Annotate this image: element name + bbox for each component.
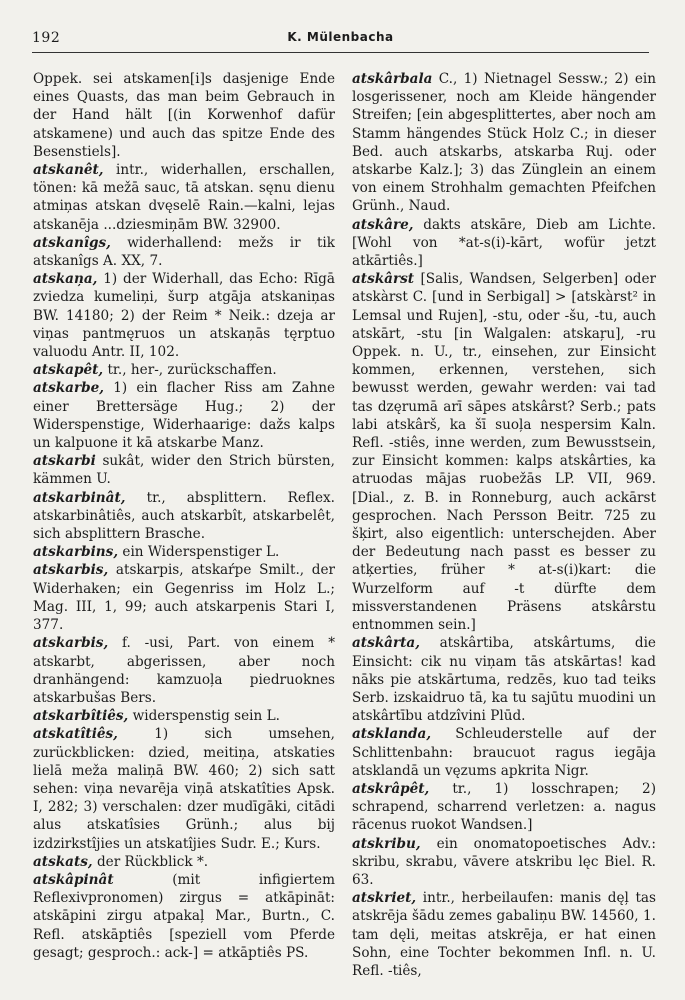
dictionary-entry bbox=[33, 161, 335, 234]
dictionary-entry bbox=[33, 489, 335, 544]
dictionary-entry bbox=[33, 270, 335, 361]
entry-text: tr., 1) losschrapen; 2) schrapend, scharrend verletzen: a. nagus rācenus ruokot Wandsen.] bbox=[352, 780, 656, 834]
dictionary-entry bbox=[33, 561, 335, 634]
running-head: K. Mülenbacha bbox=[287, 30, 394, 44]
entry-text: C., 1) Nietnagel Sessw.; 2) ein losgerissener, noch am Kleide hängender Streifen; [ein abgesplittertes, aber noch am Stamm hängendes Stück Holz C.; in dieser Bed. auch atskarbs, atskarba Ruj. oder atskarbe Kalz.]; 3) das Zünglein an einem von einem Strohhalm gemachten Pfeifchen Grünh., Naud. bbox=[352, 71, 656, 215]
page-number: 192 bbox=[32, 30, 61, 46]
entry-headword: atskarbîtiês, bbox=[33, 708, 129, 725]
entry-headword: atskrâpêt, bbox=[352, 780, 430, 797]
dictionary-entry bbox=[33, 853, 335, 871]
entry-text: [Salis, Wandsen, Selgerben] oder atskàrst C. [und in Serbigal] > [atskàrst² in Lemsal und Rujen], -stu, oder -šu, -tu, auch atskārt, -stu [in Walgalen: atskaŗu], -ru Oppek. n. U., tr., einsehen, zur Einsicht kommen, erkennen, verstehen, sich bewusst werden, gewahr werden: vai tad tas dzęrumā arī sāpes atskârst? Serb.; pats labi atskârš, ka šī suoļa nespersim Kaln. Refl. -stiês, inne werden, zum Bewusstsein, zur Einsicht kommen: kalps atskârties, ka atruodas mājas ruobežās LP. VII, 969. [Dial., z. B. in Ronneburg, auch ackārst gesprochen. Nach Persson Beitr. 725 zu šķirt, also eigentlich: unterschejden. Aber der Bedeutung nach passt es besser zu atķerties, früher * at-s(i)kart: die Wurzelform auf -t dürfte dem missverstandenen Präsens atskârstu entnommen sein.] bbox=[352, 271, 656, 634]
entry-text: intr., herbeilaufen: manis dęļ tas atskrēja šādu zemes gabaliņu BW. 14560, 1. tam dęli, meitas atskrēja, er hat einen Sohn, eine Tochter bekommen Infl. n. U. Refl. -tiês, bbox=[352, 890, 656, 979]
dictionary-entry bbox=[352, 216, 656, 271]
dictionary-entry bbox=[352, 270, 656, 634]
entry-headword: atskats, bbox=[33, 853, 93, 870]
entry-headword: atskarbis, bbox=[33, 635, 109, 652]
entry-text: dakts atskāre, Dieb am Lichte. [Wohl von *at-s(i)-kārt, wofür jetzt atkārtiês.] bbox=[352, 216, 656, 270]
entry-text: 1) der Widerhall, das Echo: Rīgā zviedza kumeliņi, šurp atgāja atskaniņas BW. 14180; 2) der Reim * Neik.: dzeja ar viņas pantmęruos un atskaņās tęrptuo valuodu Antr. II, 102. bbox=[33, 271, 335, 361]
dictionary-entry bbox=[33, 725, 335, 852]
dictionary-entry bbox=[33, 871, 335, 962]
entry-headword: atskarbe, bbox=[33, 380, 105, 397]
dictionary-entry bbox=[33, 452, 335, 488]
entry-text: widerhallend: mežs ir tik atskanîgs A. XX, 7. bbox=[33, 234, 335, 270]
dictionary-entry bbox=[33, 634, 335, 707]
entry-headword: atskarbi bbox=[33, 453, 96, 470]
entry-headword: atskatîtiês, bbox=[33, 726, 118, 743]
entry-text: f. -usi, Part. von einem * atskarbt, abgerissen, aber noch dranhängend: kamzuoļa piedruoknes atskarbušas Bers. bbox=[33, 635, 335, 706]
dictionary-entry bbox=[33, 707, 335, 725]
dictionary-entry bbox=[352, 634, 656, 725]
entry-headword: atskârst bbox=[352, 271, 415, 288]
entry-text: ein onomatopoetisches Adv.: skribu, skrabu, vāvere atskribu lęc Biel. R. 63. bbox=[352, 835, 656, 888]
entry-headword: atsklanda, bbox=[352, 726, 432, 743]
entry-text: widerspenstig sein L. bbox=[132, 708, 280, 725]
dictionary-entry bbox=[352, 889, 656, 980]
entry-text: sukât, wider den Strich bürsten, kämmen U. bbox=[33, 453, 335, 488]
dictionary-entry bbox=[352, 835, 656, 890]
entry-text: atskârtiba, atskârtums, die Einsicht: cik nu viņam tās atskārtas! kad nāks pie atskārtuma, redzēs, kuo tad teiks Serb. izskaidruo tā, ka tu sajūtu muodini un atskârtību atdzîvini Plūd. bbox=[352, 635, 656, 725]
entry-text: intr., widerhallen, erschallen, tönen: kā mežā sauc, tā atskan. sęnu dienu atmiņas atskan dvęselē Rain.—kalni, lejas atskanēja ...dziesmiņām BW. 32900. bbox=[33, 162, 335, 233]
right-column bbox=[352, 70, 656, 985]
entry-headword: atskârbala bbox=[352, 71, 433, 87]
entry-text: tr., her-, zurückschaffen. bbox=[107, 362, 277, 379]
entry-headword: atskarbis, bbox=[33, 562, 109, 579]
entry-headword: atskribu, bbox=[352, 835, 421, 852]
dictionary-entry bbox=[33, 361, 335, 379]
entry-headword: atskanêt, bbox=[33, 162, 104, 179]
entry-headword: atskârta, bbox=[352, 635, 420, 652]
entry-text: ein Widerspenstiger L. bbox=[122, 544, 280, 561]
page-header bbox=[32, 30, 649, 53]
entry-text: Schleuderstelle auf der Schlittenbahn: braucuot ragus iegāja atsklandā un vęzums apkrita Nigr. bbox=[352, 726, 656, 779]
dictionary-entry bbox=[33, 543, 335, 561]
entry-text: (mit infigiertem Reflexivpronomen) zirgus = atkāpināt: atskāpini zirgu atpakaļ Mar., Burtn., C. Refl. atskāptiês [speziell vom Pferde gesagt; gesproch.: ack-] = atkāptiês PS. bbox=[33, 871, 335, 961]
dictionary-entry bbox=[352, 725, 656, 780]
entry-text: atskarpis, atskaŕpe Smilt., der Widerhaken; ein Gegenriss im Holz L.; Mag. III, 1, 99; auch atskarpenis Stari I, 377. bbox=[33, 562, 335, 634]
dictionary-entry bbox=[352, 780, 656, 835]
entry-headword: atskanîgs, bbox=[33, 234, 111, 251]
entry-text: 1) sich umsehen, zurückblicken: dzied, meitiņa, atskaties lielā meža maliņā BW. 460; 2) sich satt sehen: viņa nevarēja viņā atskatîties Apsk. I, 282; 3) verschalen: dzer mudīgāki, citādi alus atskatîsies Grünh.; alus bij izdzirkstîjies un atskatîjies Sudr. E.; Kurs. bbox=[33, 726, 335, 852]
dictionary-entry bbox=[33, 379, 335, 452]
entry-text: 1) ein flacher Riss am Zahne einer Brettersäge Hug.; 2) der Widerspenstige, Widerhaarige: dažs kalps un kalpuone it kā atskarbe Manz. bbox=[33, 380, 335, 452]
entry-headword: atskriet, bbox=[352, 890, 417, 907]
entry-headword: atskarbinât, bbox=[33, 489, 126, 506]
entry-headword: atskâre, bbox=[352, 216, 414, 233]
dictionary-entry bbox=[352, 70, 656, 216]
entry-text: tr., absplittern. Reflex. atskarbinâtiês, auch atskarbît, atskarbelêt, sich absplittern Brasche. bbox=[33, 489, 335, 543]
dictionary-entry bbox=[33, 234, 335, 270]
entry-headword: atskaņa, bbox=[33, 271, 98, 288]
dictionary-entry bbox=[33, 70, 335, 161]
entry-text: der Rückblick *. bbox=[96, 853, 209, 870]
entry-headword: atskapêt, bbox=[33, 362, 104, 379]
left-column bbox=[33, 70, 335, 985]
entry-headword: atskarbins, bbox=[33, 544, 119, 561]
entry-text: Oppek. sei atskamen[i]s dasjenige Ende eines Quasts, das man beim Gebrauch in der Hand hält [(in Korwenhof dafür atskamene) und auch das spitze Ende des Besenstiels]. bbox=[33, 71, 335, 160]
entry-headword: atskâpinât bbox=[33, 871, 114, 888]
